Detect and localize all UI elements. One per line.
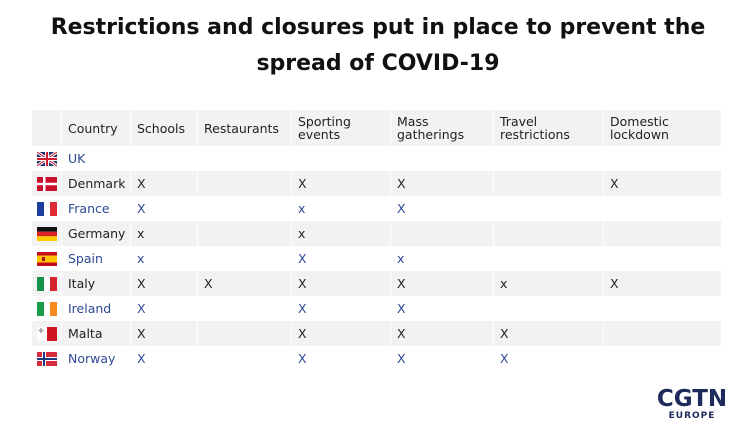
cell-schools: X: [130, 171, 197, 196]
cell-sporting-events: X: [291, 321, 390, 346]
denmark-flag-icon: [37, 177, 57, 191]
flag-cell: [31, 171, 61, 196]
title-line-1: Restrictions and closures put in place to prevent the: [50, 15, 706, 40]
norway-flag-icon: [37, 352, 57, 366]
table-row-norway: [31, 346, 721, 371]
cell-schools: X: [130, 321, 197, 346]
flag-cell: [31, 346, 61, 371]
cell-restaurants: [197, 196, 291, 221]
country-name: Norway: [61, 346, 130, 371]
table-row-ireland: [31, 296, 721, 321]
cell-restaurants: [197, 171, 291, 196]
flag-cell: [31, 146, 61, 171]
cell-mass-gatherings: [390, 221, 493, 246]
italy-flag-icon: [37, 277, 57, 291]
cell-schools: x: [130, 246, 197, 271]
country-name: Malta: [61, 321, 130, 346]
cell-domestic-lockdown: X: [603, 171, 721, 196]
cell-schools: X: [130, 196, 197, 221]
country-name: Italy: [61, 271, 130, 296]
cell-travel-restrictions: [493, 196, 603, 221]
cell-travel-restrictions: [493, 221, 603, 246]
germany-flag-icon: [37, 227, 57, 241]
flag-cell: [31, 196, 61, 221]
cell-schools: X: [130, 271, 197, 296]
cell-restaurants: X: [197, 271, 291, 296]
france-flag-icon: [37, 202, 57, 216]
cell-mass-gatherings: [390, 146, 493, 171]
malta-flag-icon: [37, 327, 57, 341]
country-name: France: [61, 196, 130, 221]
spain-flag-icon: [37, 252, 57, 266]
cell-restaurants: [197, 146, 291, 171]
cell-mass-gatherings: X: [390, 171, 493, 196]
flag-cell: [31, 271, 61, 296]
cell-schools: x: [130, 221, 197, 246]
cell-sporting-events: x: [291, 196, 390, 221]
cell-domestic-lockdown: X: [603, 271, 721, 296]
cgtn-europe-logo: [656, 388, 728, 422]
cell-sporting-events: x: [291, 221, 390, 246]
cell-sporting-events: X: [291, 271, 390, 296]
column-header-sporting-events: Sporting events: [291, 110, 390, 146]
cell-domestic-lockdown: [603, 321, 721, 346]
flag-cell: [31, 296, 61, 321]
column-header-mass-gatherings: Mass gatherings: [390, 110, 493, 146]
table-row-uk: [31, 146, 721, 171]
logo-main-text: CGTN: [656, 386, 728, 412]
cell-schools: X: [130, 296, 197, 321]
cell-mass-gatherings: X: [390, 321, 493, 346]
cell-sporting-events: X: [291, 296, 390, 321]
cell-travel-restrictions: [493, 296, 603, 321]
cell-domestic-lockdown: [603, 146, 721, 171]
column-header-restaurants: Restaurants: [197, 110, 291, 146]
country-name: Germany: [61, 221, 130, 246]
cell-mass-gatherings: X: [390, 296, 493, 321]
cell-travel-restrictions: X: [493, 321, 603, 346]
country-name: Denmark: [61, 171, 130, 196]
uk-flag-icon: [37, 152, 57, 166]
country-name: UK: [61, 146, 130, 171]
cell-mass-gatherings: x: [390, 246, 493, 271]
ireland-flag-icon: [37, 302, 57, 316]
cell-restaurants: [197, 346, 291, 371]
column-header-travel-restrictions: Travel restrictions: [493, 110, 603, 146]
column-header-country: Country: [61, 110, 130, 146]
title-line-2: spread of COVID-19: [256, 51, 500, 76]
cell-mass-gatherings: X: [390, 346, 493, 371]
cell-travel-restrictions: [493, 146, 603, 171]
cell-restaurants: [197, 246, 291, 271]
restrictions-table: [31, 110, 721, 371]
table-row-france: [31, 196, 721, 221]
flag-cell: [31, 246, 61, 271]
cell-domestic-lockdown: [603, 246, 721, 271]
country-name: Spain: [61, 246, 130, 271]
cell-schools: [130, 146, 197, 171]
cell-restaurants: [197, 221, 291, 246]
cell-domestic-lockdown: [603, 221, 721, 246]
column-header-domestic-lockdown: Domestic lockdown: [603, 110, 721, 146]
table-row-germany: [31, 221, 721, 246]
cell-domestic-lockdown: [603, 296, 721, 321]
table-row-spain: [31, 246, 721, 271]
cell-travel-restrictions: [493, 246, 603, 271]
table-body: [31, 146, 721, 371]
chart-title: [0, 10, 756, 82]
header-row: [31, 110, 721, 146]
flag-column-header: [31, 110, 61, 146]
table-row-denmark: [31, 171, 721, 196]
cell-sporting-events: X: [291, 171, 390, 196]
cell-schools: X: [130, 346, 197, 371]
cell-domestic-lockdown: [603, 346, 721, 371]
cell-restaurants: [197, 321, 291, 346]
cell-mass-gatherings: X: [390, 196, 493, 221]
table-row-malta: [31, 321, 721, 346]
cell-sporting-events: X: [291, 346, 390, 371]
cell-mass-gatherings: X: [390, 271, 493, 296]
flag-cell: [31, 221, 61, 246]
flag-cell: [31, 321, 61, 346]
cell-restaurants: [197, 296, 291, 321]
country-name: Ireland: [61, 296, 130, 321]
cell-travel-restrictions: x: [493, 271, 603, 296]
cell-domestic-lockdown: [603, 196, 721, 221]
column-header-schools: Schools: [130, 110, 197, 146]
cell-travel-restrictions: X: [493, 346, 603, 371]
cell-travel-restrictions: [493, 171, 603, 196]
logo-sub-text: EUROPE: [668, 411, 716, 421]
table-row-italy: [31, 271, 721, 296]
cell-sporting-events: [291, 146, 390, 171]
cell-sporting-events: X: [291, 246, 390, 271]
